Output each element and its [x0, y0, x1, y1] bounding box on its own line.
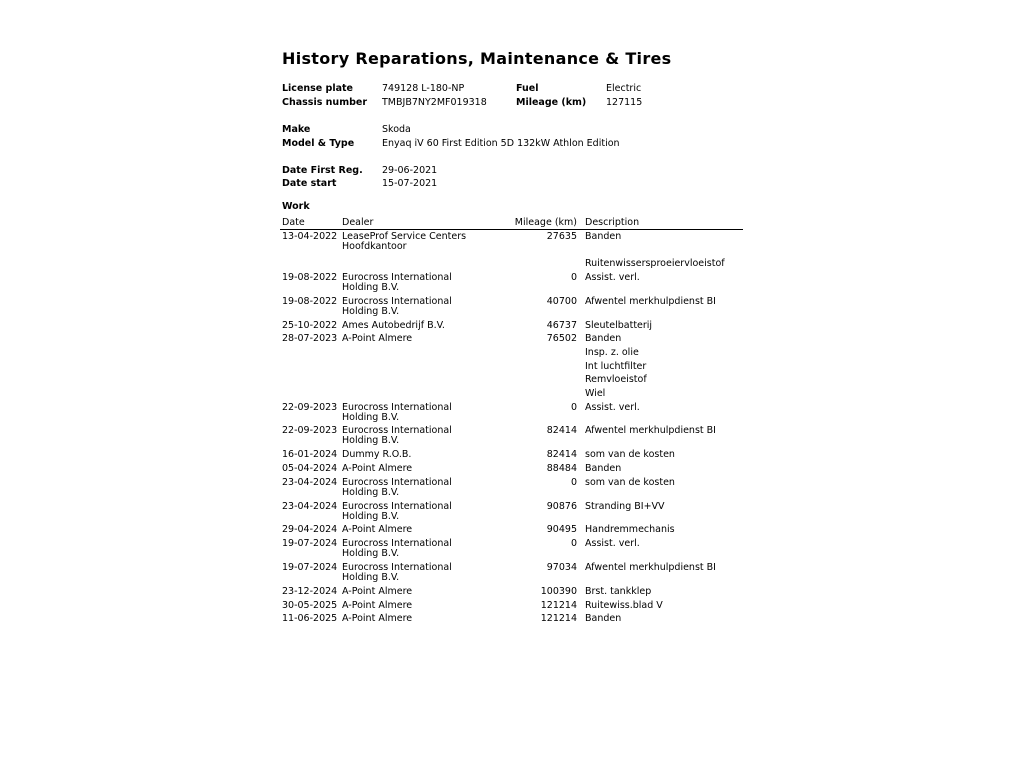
cell-dealer: Eurocross International Holding B.V.	[342, 538, 452, 560]
cell-description	[583, 271, 743, 295]
cell-description	[583, 523, 743, 537]
chassis-value: TMBJB7NY2MF019318	[382, 97, 487, 108]
cell-date: 28-07-2023	[282, 333, 338, 345]
cell-spacer	[490, 476, 510, 500]
cell-dealer: Eurocross International Holding B.V.	[342, 561, 452, 583]
cell-date: 23-04-2024	[282, 476, 338, 488]
description-line: Assist. verl.	[585, 538, 640, 550]
cell-mileage: 82414	[546, 449, 577, 461]
cell-spacer	[490, 612, 510, 626]
first-reg-value: 29-06-2021	[382, 165, 438, 176]
cell-date: 22-09-2023	[282, 425, 338, 437]
cell-date: 13-04-2022	[282, 231, 338, 242]
make-label: Make	[282, 124, 311, 135]
first-reg-label: Date First Reg.	[282, 165, 363, 176]
cell-spacer	[490, 462, 510, 476]
table-row	[280, 448, 743, 462]
cell-dealer: Eurocross International Holding B.V.	[342, 401, 452, 423]
make-value: Skoda	[382, 124, 411, 135]
model-value: Enyaq iV 60 First Edition 5D 132kW Athlon Edition	[382, 138, 620, 149]
cell-description	[583, 401, 743, 425]
table-row	[280, 295, 743, 319]
header-dealer: Dealer	[340, 217, 490, 230]
table-row	[280, 424, 743, 448]
description-line: Handremmechanis	[585, 524, 675, 536]
cell-mileage: 88484	[546, 462, 577, 474]
cell-dealer: Eurocross International Holding B.V.	[342, 271, 452, 293]
fuel-value: Electric	[606, 83, 642, 94]
cell-date: 23-04-2024	[282, 500, 338, 512]
description-line: Ruitewiss.blad V	[585, 599, 663, 611]
cell-dealer: Ames Autobedrijf B.V.	[342, 319, 445, 331]
cell-dealer: A-Point Almere	[342, 524, 413, 536]
cell-spacer	[490, 230, 510, 271]
description-line: Insp. z. olie	[585, 346, 639, 358]
table-row	[280, 585, 743, 599]
fuel-label: Fuel	[516, 83, 539, 94]
cell-dealer: Eurocross International Holding B.V.	[342, 425, 452, 447]
cell-mileage: 100390	[540, 585, 577, 597]
date-start-label: Date start	[282, 178, 337, 189]
cell-mileage: 76502	[546, 333, 577, 345]
cell-description	[583, 230, 743, 271]
cell-description	[583, 448, 743, 462]
table-row	[280, 332, 743, 400]
cell-dealer: Eurocross International Holding B.V.	[342, 476, 452, 498]
cell-dealer: A-Point Almere	[342, 333, 413, 345]
table-row	[280, 612, 743, 626]
license-plate-label: License plate	[282, 83, 354, 94]
description-line: Int luchtfilter	[585, 360, 647, 372]
cell-description	[583, 319, 743, 333]
table-row	[280, 500, 743, 524]
cell-spacer	[490, 271, 510, 295]
cell-dealer: A-Point Almere	[342, 613, 413, 625]
description-line: Sleutelbatterij	[585, 319, 653, 331]
cell-date: 25-10-2022	[282, 319, 338, 331]
cell-description	[583, 537, 743, 561]
table-row	[280, 537, 743, 561]
cell-description	[583, 612, 743, 626]
cell-description	[583, 332, 743, 400]
table-row	[280, 401, 743, 425]
table-row	[280, 462, 743, 476]
cell-date: 30-05-2025	[282, 599, 338, 611]
description-line: Banden	[585, 231, 622, 242]
cell-spacer	[490, 500, 510, 524]
cell-date: 19-07-2024	[282, 538, 338, 550]
cell-spacer	[490, 401, 510, 425]
cell-date: 23-12-2024	[282, 585, 338, 597]
table-row	[280, 476, 743, 500]
cell-description	[583, 500, 743, 524]
description-line	[585, 246, 741, 256]
table-row	[280, 599, 743, 613]
description-line: Assist. verl.	[585, 401, 640, 413]
model-label: Model & Type	[282, 138, 355, 149]
cell-dealer: Eurocross International Holding B.V.	[342, 500, 452, 522]
cell-description	[583, 462, 743, 476]
cell-description	[583, 599, 743, 613]
cell-date: 22-09-2023	[282, 401, 338, 413]
description-line: Banden	[585, 462, 622, 474]
table-row	[280, 523, 743, 537]
cell-description	[583, 295, 743, 319]
table-row	[280, 271, 743, 295]
header-spacer	[490, 217, 510, 230]
cell-dealer: Eurocross International Holding B.V.	[342, 295, 452, 317]
cell-date: 16-01-2024	[282, 449, 338, 461]
cell-description	[583, 585, 743, 599]
description-line: Afwentel merkhulpdienst BI	[585, 425, 716, 437]
cell-description	[583, 561, 743, 585]
work-table-header	[280, 217, 743, 230]
cell-spacer	[490, 599, 510, 613]
cell-mileage: 121214	[540, 613, 577, 625]
work-table	[280, 217, 743, 626]
cell-description	[583, 476, 743, 500]
header-date: Date	[280, 217, 340, 230]
cell-date: 19-08-2022	[282, 271, 338, 283]
cell-spacer	[490, 424, 510, 448]
cell-dealer: A-Point Almere	[342, 599, 413, 611]
cell-dealer: A-Point Almere	[342, 585, 413, 597]
cell-spacer	[490, 561, 510, 585]
cell-mileage: 97034	[546, 561, 577, 573]
description-line: som van de kosten	[585, 449, 675, 461]
table-row	[280, 561, 743, 585]
cell-mileage: 121214	[540, 599, 577, 611]
description-line: Ruitenwissersproeiervloeistof	[585, 258, 725, 270]
description-line: Banden	[585, 613, 622, 625]
description-line: som van de kosten	[585, 476, 675, 488]
cell-description	[583, 424, 743, 448]
cell-spacer	[490, 537, 510, 561]
cell-mileage: 27635	[546, 231, 577, 242]
cell-spacer	[490, 585, 510, 599]
chassis-label: Chassis number	[282, 97, 368, 108]
cell-mileage: 0	[570, 401, 577, 413]
description-line: Banden	[585, 333, 622, 345]
description-line: Afwentel merkhulpdienst BI	[585, 561, 716, 573]
cell-spacer	[490, 523, 510, 537]
mileage-label: Mileage (km)	[516, 97, 587, 108]
cell-spacer	[490, 448, 510, 462]
description-line: Stranding BI+VV	[585, 500, 665, 512]
cell-dealer: Dummy R.O.B.	[342, 449, 412, 461]
license-plate-value: 749128 L-180-NP	[382, 83, 465, 94]
description-line: Wiel	[585, 387, 606, 399]
cell-mileage: 0	[570, 271, 577, 283]
cell-spacer	[490, 332, 510, 400]
cell-date: 11-06-2025	[282, 613, 338, 625]
description-line: Afwentel merkhulpdienst BI	[585, 295, 716, 307]
table-row	[280, 319, 743, 333]
table-row	[280, 230, 743, 271]
header-mileage: Mileage (km)	[510, 217, 583, 230]
cell-mileage: 82414	[546, 425, 577, 437]
description-line: Assist. verl.	[585, 271, 640, 283]
cell-date: 05-04-2024	[282, 462, 338, 474]
page-title: History Reparations, Maintenance & Tires	[282, 49, 672, 68]
work-section-title: Work	[282, 201, 310, 212]
cell-date: 29-04-2024	[282, 524, 338, 536]
cell-mileage: 40700	[546, 295, 577, 307]
cell-mileage: 0	[570, 538, 577, 550]
cell-date: 19-08-2022	[282, 295, 338, 307]
description-line: Brst. tankklep	[585, 585, 652, 597]
mileage-value: 127115	[606, 97, 643, 108]
cell-spacer	[490, 295, 510, 319]
cell-dealer: A-Point Almere	[342, 462, 413, 474]
cell-date: 19-07-2024	[282, 561, 338, 573]
cell-mileage: 46737	[546, 319, 577, 331]
cell-mileage: 90876	[546, 500, 577, 512]
description-line: Remvloeistof	[585, 374, 647, 386]
cell-dealer: LeaseProf Service Centers Hoofdkantoor	[342, 231, 467, 252]
cell-mileage: 0	[570, 476, 577, 488]
header-description: Description	[583, 217, 743, 230]
work-table-body	[280, 230, 743, 627]
cell-spacer	[490, 319, 510, 333]
cell-mileage: 90495	[546, 524, 577, 536]
date-start-value: 15-07-2021	[382, 178, 438, 189]
